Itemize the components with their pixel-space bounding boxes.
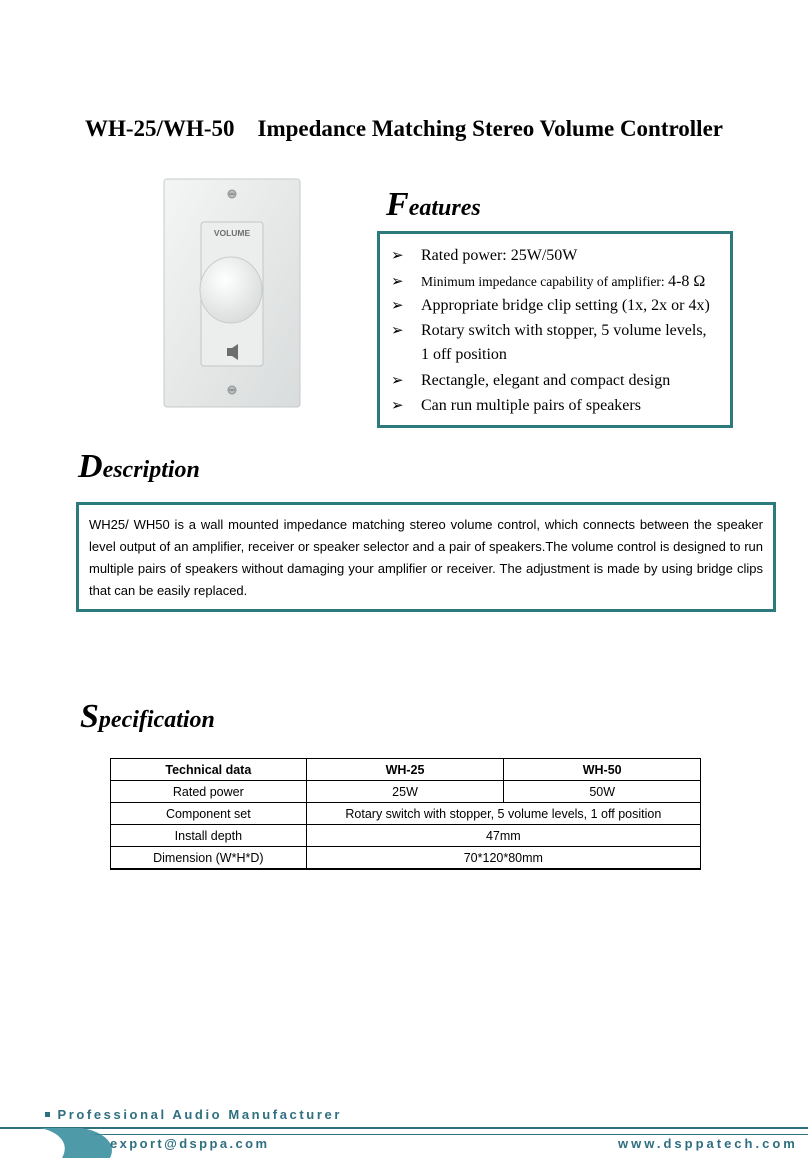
specification-heading: Specification bbox=[80, 698, 215, 735]
table-header: WH-50 bbox=[504, 759, 701, 781]
table-cell: 25W bbox=[306, 781, 504, 803]
feature-item: ➢ Appropriate bridge clip setting (1x, 2x or 4x) bbox=[391, 297, 710, 314]
table-cell: 50W bbox=[504, 781, 701, 803]
feature-item-continuation: 1 off position bbox=[421, 346, 507, 363]
description-box: WH25/ WH50 is a wall mounted impedance matching stereo volume control, which connects between the speaker level output of an amplifier, receiver or speaker selector and a pair of speakers.The volume control is designed to run multiple pairs of speakers without damaging your amplifier or receiver. The adjustment is made by using bridge clips that can be easily replaced. bbox=[76, 502, 776, 612]
table-row bbox=[111, 825, 701, 847]
table-cell: Rated power bbox=[111, 781, 307, 803]
features-box bbox=[377, 231, 733, 428]
footer-email-link[interactable]: export@dsppa.com bbox=[110, 1136, 270, 1151]
feature-item: ➢ Can run multiple pairs of speakers bbox=[391, 397, 641, 414]
feature-item: ➢ Minimum impedance capability of amplifier: 4-8 Ω bbox=[391, 273, 706, 290]
feature-item: ➢ Rectangle, elegant and compact design bbox=[391, 372, 671, 389]
product-photo bbox=[163, 178, 301, 408]
table-header: WH-25 bbox=[306, 759, 504, 781]
feature-item: ➢ Rated power: 25W/50W bbox=[391, 247, 578, 264]
footer-tagline: Professional Audio Manufacturer bbox=[57, 1107, 342, 1122]
table-cell: Rotary switch with stopper, 5 volume levels, 1 off position bbox=[306, 803, 700, 825]
feature-item: ➢ Rotary switch with stopper, 5 volume levels, bbox=[391, 322, 707, 339]
description-heading: Description bbox=[78, 448, 200, 485]
table-cell: Component set bbox=[111, 803, 307, 825]
spec-table bbox=[110, 758, 701, 870]
page-title: WH-25/WH-50 Impedance Matching Stereo Volume Controller bbox=[85, 116, 723, 141]
table-row bbox=[111, 847, 701, 870]
footer-website-link[interactable]: www.dsppatech.com bbox=[618, 1136, 798, 1151]
volume-label: VOLUME bbox=[213, 228, 251, 238]
table-header-row bbox=[111, 759, 701, 781]
table-header: Technical data bbox=[111, 759, 307, 781]
table-row bbox=[111, 803, 701, 825]
table-cell: 70*120*80mm bbox=[306, 847, 700, 870]
table-cell: Dimension (W*H*D) bbox=[111, 847, 307, 870]
table-cell: 47mm bbox=[306, 825, 700, 847]
table-cell: Install depth bbox=[111, 825, 307, 847]
features-heading: Features bbox=[386, 186, 481, 223]
table-row bbox=[111, 781, 701, 803]
